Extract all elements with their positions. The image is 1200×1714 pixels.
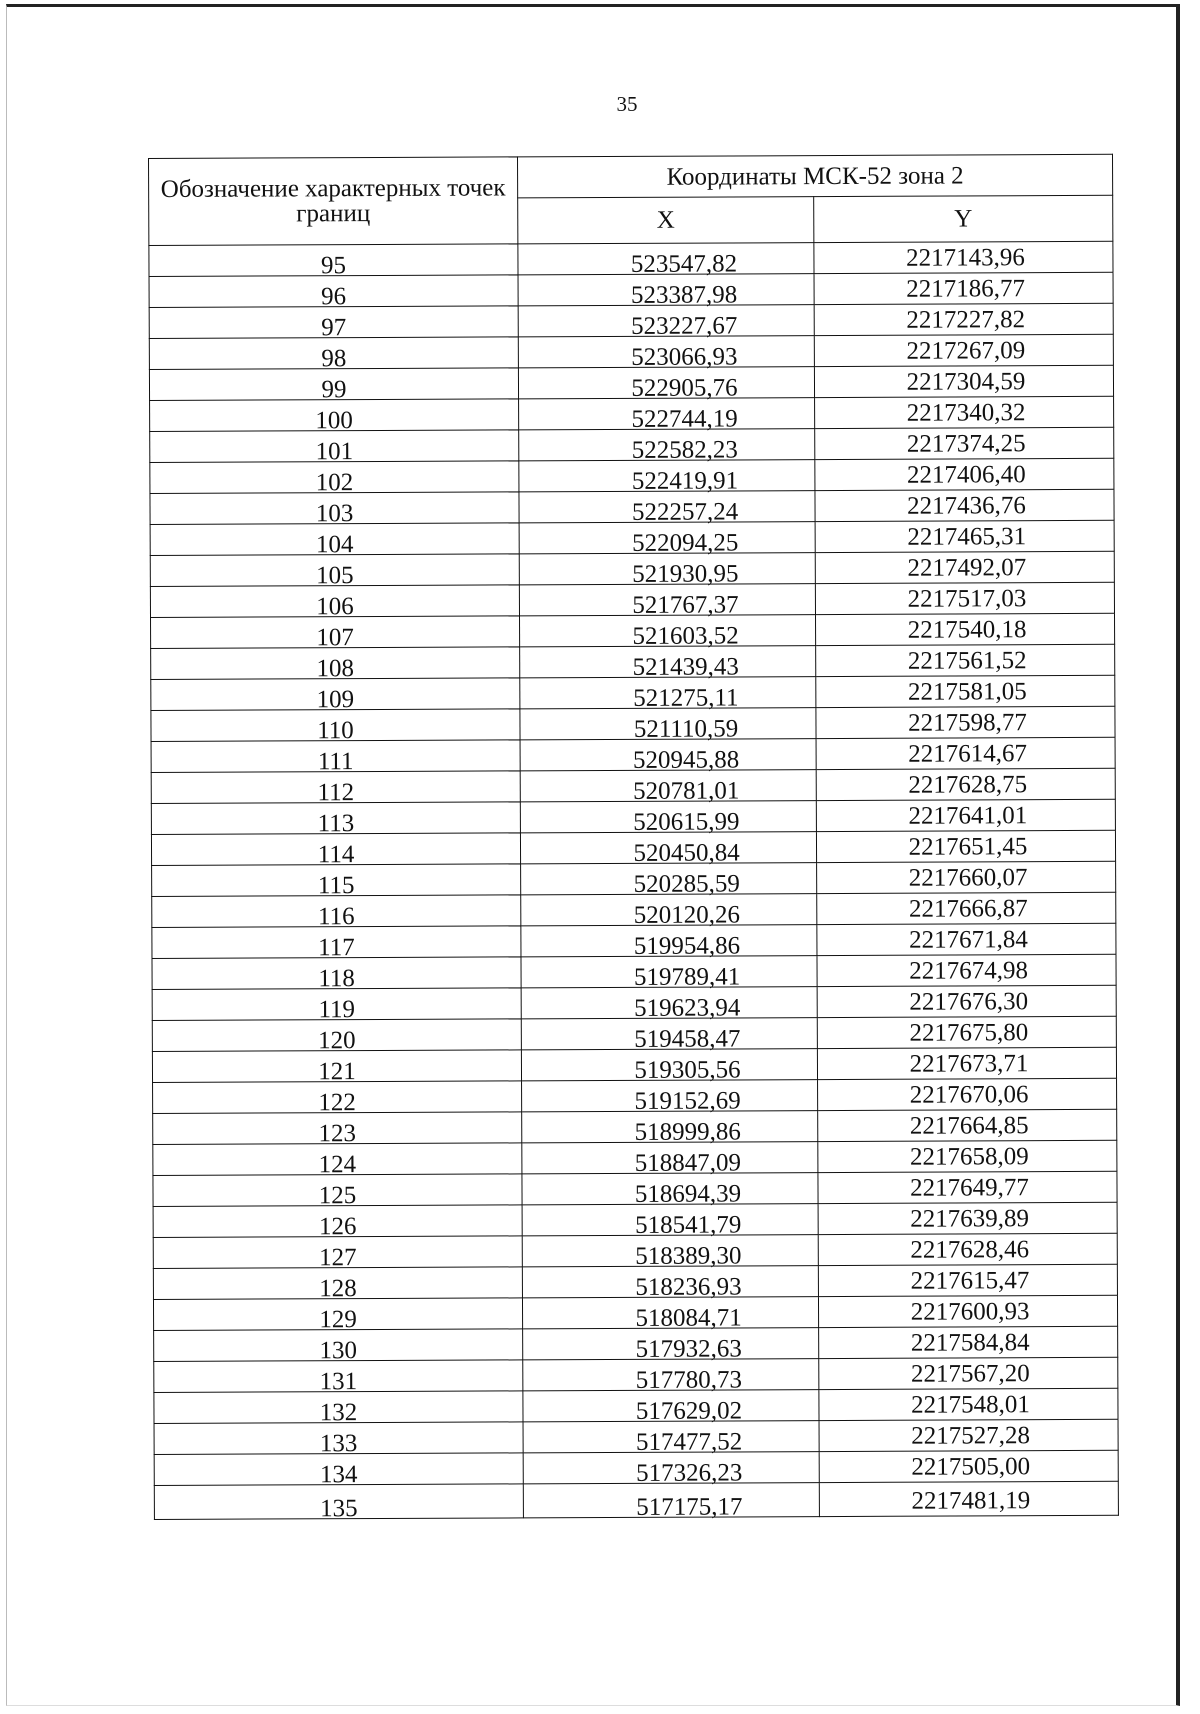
y-coordinate-cell: [817, 985, 1116, 1017]
x-coordinate-cell-value: 520615,99: [633, 808, 740, 836]
y-coordinate-cell: [819, 1481, 1118, 1516]
point-number-cell-value: 109: [316, 686, 355, 714]
coordinates-table: [148, 154, 1119, 1523]
y-coordinate-cell-value: 2217304,59: [906, 368, 1026, 396]
y-coordinate-cell-value: 2217340,32: [906, 399, 1026, 427]
x-coordinate-cell: [522, 1142, 818, 1177]
y-coordinate-cell: [817, 954, 1116, 986]
y-coordinate-cell-value: 2217675,80: [909, 1019, 1029, 1047]
x-coordinate-cell-value: 522582,23: [631, 436, 738, 464]
x-coordinate-cell-value: 521439,43: [632, 653, 739, 681]
x-coordinate-cell: [520, 646, 816, 681]
y-coordinate-cell: [819, 1450, 1118, 1482]
x-coordinate-cell: [523, 1390, 819, 1425]
point-number-cell: [151, 709, 520, 745]
x-coordinate-cell: [519, 429, 815, 464]
y-coordinate-cell-value: 2217651,45: [908, 833, 1028, 861]
x-coordinate-cell: [520, 708, 816, 743]
x-coordinate-cell-value: 523387,98: [630, 281, 738, 309]
y-coordinate-cell-value: 2217674,98: [909, 957, 1028, 985]
y-coordinate-cell: [816, 675, 1115, 707]
x-coordinate-cell: [521, 956, 817, 991]
point-number-cell: [150, 399, 519, 435]
point-number-cell: [152, 957, 521, 993]
y-coordinate-cell-value: 2217527,28: [911, 1422, 1031, 1450]
x-coordinate-cell-value: 517326,23: [636, 1459, 743, 1487]
point-number-cell-value: 108: [316, 655, 355, 683]
y-coordinate-cell: [817, 1047, 1116, 1079]
x-coordinate-cell: [520, 801, 816, 836]
point-number-cell: [152, 988, 521, 1024]
point-number-cell: [154, 1391, 523, 1427]
point-number-cell: [153, 1174, 522, 1210]
x-coordinate-cell-value: 523066,93: [631, 343, 738, 371]
point-number-cell-value: 112: [317, 779, 355, 807]
point-number-cell-value: 117: [318, 934, 355, 962]
y-coordinate-cell: [818, 1140, 1117, 1172]
x-coordinate-cell: [522, 1173, 818, 1208]
point-number-cell: [153, 1267, 522, 1303]
x-coordinate-cell: [518, 305, 814, 340]
x-coordinate-cell-value: 518999,86: [634, 1118, 741, 1146]
x-coordinate-cell-value: 518236,93: [635, 1273, 742, 1301]
x-coordinate-cell-value: 518389,30: [635, 1242, 742, 1270]
y-coordinate-cell-value: 2217658,09: [909, 1143, 1029, 1171]
point-number-cell: [153, 1143, 522, 1179]
x-coordinate-cell: [523, 1328, 819, 1363]
point-number-cell: [150, 461, 519, 497]
point-number-cell-value: 133: [319, 1430, 358, 1458]
point-number-cell-value: 135: [320, 1495, 358, 1523]
x-coordinate-cell: [522, 1111, 818, 1146]
point-number-cell: [150, 523, 519, 559]
x-coordinate-cell: [523, 1483, 819, 1521]
y-coordinate-cell: [814, 241, 1113, 273]
x-coordinate-cell: [523, 1452, 819, 1487]
y-coordinate-cell-value: 2217600,93: [910, 1298, 1030, 1326]
y-coordinate-cell-value: 2217517,03: [907, 585, 1027, 613]
page-number: 35: [616, 92, 638, 116]
x-coordinate-cell: [523, 1359, 819, 1394]
y-coordinate-cell-value: 2217561,52: [907, 647, 1027, 675]
x-coordinate-cell-value: 521110,59: [633, 715, 739, 743]
x-coordinate-cell: [521, 894, 817, 929]
y-coordinate-cell: [816, 737, 1115, 769]
y-coordinate-cell-value: 2217492,07: [907, 554, 1027, 582]
y-coordinate-cell-value: 2217670,06: [909, 1081, 1029, 1109]
point-number-cell: [150, 585, 519, 621]
y-coordinate-cell: [815, 489, 1114, 521]
point-number-cell-value: 110: [317, 717, 354, 745]
point-number-cell: [152, 864, 521, 900]
point-number-cell-value: 102: [315, 469, 354, 497]
y-coordinate-cell-value: 2217671,84: [908, 926, 1028, 954]
x-coordinate-cell: [523, 1421, 819, 1456]
point-number-cell-value: 104: [315, 531, 354, 559]
y-coordinate-cell: [814, 334, 1113, 366]
y-coordinate-cell: [815, 551, 1114, 583]
x-coordinate-cell-value: 523227,67: [631, 312, 738, 340]
point-number-cell-value: 125: [318, 1182, 357, 1210]
y-coordinate-cell: [818, 1078, 1117, 1110]
point-number-cell-value: 131: [319, 1368, 358, 1396]
y-coordinate-cell-value: 2217614,67: [908, 740, 1028, 768]
point-number-cell: [153, 1298, 522, 1334]
x-coordinate-cell-value: 517780,73: [635, 1366, 743, 1394]
point-number-cell-value: 97: [321, 314, 347, 342]
y-coordinate-cell-value: 2217676,30: [909, 988, 1029, 1016]
x-coordinate-cell: [522, 1235, 818, 1270]
point-number-cell: [154, 1360, 523, 1396]
point-number-cell-value: 107: [316, 624, 354, 652]
x-coordinate-cell-value: 517932,63: [635, 1335, 742, 1363]
x-coordinate-cell-value: 520781,01: [633, 777, 740, 805]
x-coordinate-cell-value: 520450,84: [633, 839, 740, 867]
y-coordinate-cell-value: 2217628,75: [908, 771, 1028, 799]
y-coordinate-cell-value: 2217481,19: [911, 1487, 1031, 1515]
point-number-cell: [154, 1329, 523, 1365]
y-coordinate-cell-value: 2217649,77: [910, 1174, 1029, 1202]
x-coordinate-cell-value: 520120,26: [633, 901, 740, 929]
point-number-cell: [149, 244, 518, 280]
x-coordinate-cell: [521, 925, 817, 960]
x-coordinate-cell: [518, 367, 814, 402]
x-coordinate-cell-value: 519458,47: [634, 1025, 741, 1053]
point-number-cell-value: 134: [319, 1461, 358, 1489]
y-coordinate-cell: [816, 706, 1115, 738]
header-point-designation: Обозначение характерных точек границ: [149, 157, 518, 246]
point-number-cell: [152, 1019, 521, 1055]
y-coordinate-cell-value: 2217639,89: [910, 1205, 1030, 1233]
x-coordinate-cell: [519, 553, 815, 588]
y-coordinate-cell: [817, 1016, 1116, 1048]
x-coordinate-cell-value: 522094,25: [632, 529, 739, 557]
y-coordinate-cell-value: 2217660,07: [908, 864, 1028, 892]
point-number-cell-value: 127: [318, 1244, 357, 1272]
point-number-cell-value: 124: [318, 1151, 357, 1179]
x-coordinate-cell-value: 517629,02: [635, 1397, 743, 1425]
point-number-cell: [154, 1484, 523, 1523]
x-coordinate-cell-value: 519305,56: [634, 1056, 741, 1084]
point-number-cell-value: 96: [321, 283, 347, 311]
y-coordinate-cell: [815, 458, 1114, 490]
y-coordinate-cell: [814, 365, 1113, 397]
x-coordinate-cell: [521, 1018, 817, 1053]
point-number-cell: [151, 678, 520, 714]
x-coordinate-cell-value: 521603,52: [632, 622, 739, 650]
point-number-cell-value: 116: [317, 903, 355, 931]
x-coordinate-cell: [522, 1266, 818, 1301]
y-coordinate-cell: [818, 1295, 1117, 1327]
point-number-cell: [151, 771, 520, 807]
y-coordinate-cell-value: 2217406,40: [906, 461, 1026, 489]
x-coordinate-cell-value: 522419,91: [631, 467, 739, 495]
point-number-cell: [149, 337, 518, 373]
point-number-cell-value: 98: [321, 345, 347, 373]
point-number-cell: [153, 1236, 522, 1272]
point-number-cell-value: 103: [315, 500, 354, 528]
point-number-cell: [151, 647, 520, 683]
point-number-cell: [152, 1050, 521, 1086]
y-coordinate-cell: [818, 1264, 1117, 1296]
x-coordinate-cell-value: 518084,71: [635, 1304, 742, 1332]
point-number-cell: [154, 1422, 523, 1458]
point-number-cell: [149, 275, 518, 311]
point-number-cell-value: 123: [318, 1120, 357, 1148]
x-coordinate-cell: [519, 460, 815, 495]
y-coordinate-cell-value: 2217465,31: [907, 523, 1027, 551]
point-number-cell-value: 130: [319, 1337, 358, 1365]
y-coordinate-cell: [815, 613, 1114, 645]
point-number-cell-value: 113: [317, 810, 355, 838]
x-coordinate-cell-value: 519789,41: [633, 963, 741, 991]
y-coordinate-cell: [816, 644, 1115, 676]
x-coordinate-cell: [522, 1297, 818, 1332]
x-coordinate-cell-value: 523547,82: [630, 250, 738, 278]
y-coordinate-cell: [818, 1233, 1117, 1265]
point-number-cell: [154, 1453, 523, 1489]
point-number-cell: [151, 833, 520, 869]
point-number-cell-value: 114: [317, 841, 355, 869]
y-coordinate-cell-value: 2217505,00: [911, 1453, 1031, 1481]
y-coordinate-cell: [815, 520, 1114, 552]
y-coordinate-cell: [818, 1202, 1117, 1234]
x-coordinate-cell: [521, 863, 817, 898]
table-row: [154, 1481, 1118, 1519]
y-coordinate-cell-value: 2217548,01: [911, 1391, 1030, 1419]
y-coordinate-cell: [819, 1388, 1118, 1420]
y-coordinate-cell-value: 2217673,71: [909, 1050, 1029, 1078]
point-number-cell-value: 122: [318, 1089, 356, 1117]
x-coordinate-cell: [519, 491, 815, 526]
y-coordinate-cell-value: 2217598,77: [908, 709, 1027, 737]
x-coordinate-cell-value: 520945,88: [632, 746, 740, 774]
point-number-cell-value: 105: [316, 562, 354, 590]
x-coordinate-cell: [520, 739, 816, 774]
y-coordinate-cell-value: 2217666,87: [908, 895, 1028, 923]
point-number-cell: [150, 430, 519, 466]
y-coordinate-cell: [819, 1357, 1118, 1389]
y-coordinate-cell: [818, 1171, 1117, 1203]
point-number-cell-value: 121: [318, 1058, 356, 1086]
point-number-cell: [153, 1205, 522, 1241]
point-number-cell-value: 111: [317, 748, 354, 776]
point-number-cell: [152, 926, 521, 962]
x-coordinate-cell: [518, 243, 814, 278]
y-coordinate-cell-value: 2217374,25: [906, 430, 1026, 458]
y-coordinate-cell: [816, 799, 1115, 831]
point-number-cell: [151, 802, 520, 838]
y-coordinate-cell-value: 2217227,82: [906, 306, 1026, 334]
x-coordinate-cell: [520, 615, 816, 650]
x-coordinate-cell-value: 518847,09: [634, 1149, 742, 1177]
y-coordinate-cell: [818, 1109, 1117, 1141]
table-body: [149, 241, 1119, 1523]
point-number-cell: [149, 306, 518, 342]
point-number-cell-value: 100: [315, 407, 353, 435]
x-coordinate-cell: [520, 832, 816, 867]
x-coordinate-cell-value: 517477,52: [635, 1428, 743, 1456]
point-number-cell: [150, 554, 519, 590]
point-number-cell-value: 118: [318, 965, 355, 993]
header-x: X: [518, 197, 814, 244]
x-coordinate-cell-value: 522905,76: [631, 374, 738, 402]
point-number-cell: [150, 492, 519, 528]
y-coordinate-cell-value: 2217581,05: [907, 678, 1027, 706]
y-coordinate-cell-value: 2217664,85: [909, 1112, 1029, 1140]
point-number-cell: [151, 740, 520, 776]
point-number-cell-value: 132: [319, 1399, 358, 1427]
y-coordinate-cell: [819, 1419, 1118, 1451]
header-y: Y: [814, 195, 1113, 242]
x-coordinate-cell: [522, 1080, 818, 1115]
x-coordinate-cell: [519, 522, 815, 557]
y-coordinate-cell: [817, 923, 1116, 955]
point-number-cell: [153, 1112, 522, 1148]
y-coordinate-cell-value: 2217584,84: [910, 1329, 1030, 1357]
y-coordinate-cell-value: 2217628,46: [910, 1236, 1030, 1264]
y-coordinate-cell-value: 2217186,77: [906, 275, 1026, 303]
point-number-cell-value: 120: [318, 1027, 356, 1055]
y-coordinate-cell-value: 2217540,18: [907, 616, 1027, 644]
x-coordinate-cell-value: 518694,39: [634, 1180, 742, 1208]
point-number-cell: [149, 368, 518, 404]
y-coordinate-cell: [816, 768, 1115, 800]
x-coordinate-cell: [521, 1049, 817, 1084]
y-coordinate-cell: [814, 272, 1113, 304]
point-number-cell-value: 95: [320, 252, 347, 280]
point-number-cell-value: 99: [321, 376, 347, 404]
table-row: [149, 241, 1113, 276]
point-number-cell-value: 129: [319, 1306, 357, 1334]
y-coordinate-cell: [815, 582, 1114, 614]
point-number-cell-value: 119: [318, 996, 356, 1024]
point-number-cell: [153, 1081, 522, 1117]
x-coordinate-cell-value: 519152,69: [634, 1087, 741, 1115]
x-coordinate-cell-value: 519954,86: [633, 932, 741, 960]
point-number-cell-value: 126: [318, 1213, 357, 1241]
y-coordinate-cell: [816, 830, 1115, 862]
x-coordinate-cell-value: 522744,19: [631, 405, 738, 433]
x-coordinate-cell-value: 521767,37: [632, 591, 739, 619]
x-coordinate-cell: [520, 677, 816, 712]
point-number-cell-value: 101: [315, 438, 354, 466]
x-coordinate-cell-value: 517175,17: [636, 1493, 743, 1521]
header-coordinates-system: Координаты МСК-52 зона 2: [517, 154, 1112, 198]
x-coordinate-cell-value: 519623,94: [634, 994, 741, 1022]
x-coordinate-cell-value: 521275,11: [633, 684, 739, 712]
x-coordinate-cell: [518, 336, 814, 371]
x-coordinate-cell: [521, 987, 817, 1022]
y-coordinate-cell-value: 2217615,47: [910, 1267, 1030, 1295]
point-number-cell-value: 128: [319, 1275, 357, 1303]
x-coordinate-cell-value: 520285,59: [633, 870, 740, 898]
y-coordinate-cell: [817, 861, 1116, 893]
y-coordinate-cell: [815, 396, 1114, 428]
point-number-cell-value: 115: [317, 872, 355, 900]
y-coordinate-cell-value: 2217143,96: [906, 244, 1025, 272]
y-coordinate-cell: [815, 427, 1114, 459]
x-coordinate-cell: [522, 1204, 818, 1239]
y-coordinate-cell-value: 2217567,20: [910, 1360, 1030, 1388]
x-coordinate-cell: [520, 770, 816, 805]
y-coordinate-cell: [819, 1326, 1118, 1358]
y-coordinate-cell: [814, 303, 1113, 335]
x-coordinate-cell-value: 518541,79: [634, 1211, 742, 1239]
x-coordinate-cell: [519, 398, 815, 433]
x-coordinate-cell: [518, 274, 814, 309]
y-coordinate-cell: [817, 892, 1116, 924]
y-coordinate-cell-value: 2217641,01: [908, 802, 1028, 830]
point-number-cell: [152, 895, 521, 931]
y-coordinate-cell-value: 2217436,76: [907, 492, 1026, 520]
x-coordinate-cell-value: 522257,24: [631, 498, 739, 526]
x-coordinate-cell: [519, 584, 815, 619]
point-number-cell: [151, 616, 520, 652]
x-coordinate-cell-value: 521930,95: [632, 560, 739, 588]
y-coordinate-cell-value: 2217267,09: [906, 337, 1026, 365]
point-number-cell-value: 106: [316, 593, 354, 621]
